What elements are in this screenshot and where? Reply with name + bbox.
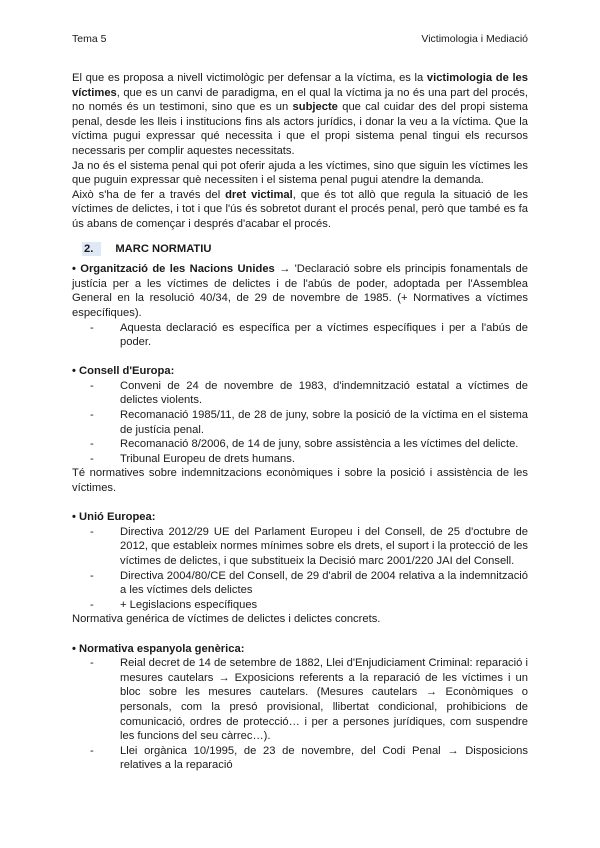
- list-item: - Directiva 2004/80/CE del Consell, de 29 d'abril de 2004 relativa a la indemnització a les víctimes dels delictes: [90, 569, 528, 598]
- onu-list: [72, 321, 528, 350]
- consell-after: Té normatives sobre indemnitzacions econòmiques i sobre la posició i assistència de les víctimes.: [72, 467, 528, 495]
- list-item: - Reial decret de 14 de setembre de 1882, Llei d'Enjudiciament Criminal: reparació i mesures cautelars → Exposicions referents a la reparació de les víctimes i un bloc sobre les mesures cautelars. (Mesures cautelars → Econòmiques o personals, com la presó provisional, llibertat condicional, prohibicions de comunicació, ordres de protecció… i per a persones jurídiques, com suspendre les funcions del seu càrrec…).: [90, 656, 528, 744]
- header-right: Victimologia i Mediació: [421, 33, 528, 45]
- espanyola-list: [72, 656, 528, 773]
- header-left: Tema 5: [72, 33, 107, 45]
- list-item: - + Legislacions específiques: [90, 598, 528, 613]
- list-item: - Directiva 2012/29 UE del Parlament Europeu i del Consell, de 25 d'octubre de 2012, que estableix normes mínimes sobre els drets, el suport i la protecció de les víctimes de delictes, i que substitueix la Decisió marc 2001/220 JAI del Consell.: [90, 525, 528, 569]
- ue-after: Normativa genérica de víctimes de delictes i delictes concrets.: [72, 613, 381, 626]
- document-body: [72, 71, 528, 773]
- section-title: MARC NORMATIU: [115, 242, 212, 255]
- espanyola-title: • Normativa espanyola genèrica:: [72, 642, 245, 655]
- list-item: - Recomanació 8/2006, de 14 de juny, sobre assistència a les víctimes del delicte.: [90, 437, 528, 452]
- consell-title: • Consell d'Europa:: [72, 365, 175, 378]
- ue-title: • Unió Europea:: [72, 511, 156, 524]
- intro-paragraph-1: El que es proposa a nivell victimològic per defensar a la víctima, es la victimologia de les víctimes, que es un canvi de paradigma, en el qual la víctima ja no és una part del procés, no només és un testimoni, sino que es un subjecte que cal cuidar des del propi sistema penal, desde les lleis i institucions fins als actors jurídics, i donar la veu a la víctima. Que la víctima pugui expressar qué necessita i que el propi sistema penal tingui els recursos necessaris per complir aquestes necessitats.: [72, 72, 528, 157]
- list-item: - Aquesta declaració es específica per a víctimes específiques i per a l'abús de poder.: [90, 321, 528, 350]
- list-item: - Llei orgànica 10/1995, de 23 de novembre, del Codi Penal → Disposicions relatives a la reparació: [90, 744, 528, 773]
- list-item: - Conveni de 24 de novembre de 1983, d'indemnització estatal a víctimes de delictes violents.: [90, 379, 528, 408]
- intro-paragraph-2: Ja no és el sistema penal qui pot oferir ajuda a les víctimes, sino que siguin les víctimes les que puguin expressar què necessiten i el sistema penal pugui atendre la demanda.: [72, 159, 528, 187]
- consell-list: [72, 379, 528, 467]
- onu-paragraph: • Organització de les Nacions Unides → 'Declaració sobre els principis fonamentals de justícia per a les víctimes de delictes i de l'abús de poder, adoptada per l'Assemblea General en la resolució 40/34, de 29 de novembre de 1985. (+ Normatives a víctimes específiques).: [72, 263, 528, 319]
- intro-paragraph-3: Això s'ha de fer a través del dret victimal, que és tot allò que regula la situació de les víctimes de delictes, i tot i que l'ús és sobretot durant el procés penal, però que també es fa ús abans de començar i després d'acabar el procés.: [72, 188, 528, 230]
- ue-list: [72, 525, 528, 613]
- section-heading: [82, 242, 528, 257]
- list-item: - Tribunal Europeu de drets humans.: [90, 452, 528, 467]
- section-number: 2.: [82, 242, 101, 257]
- list-item: - Recomanació 1985/11, de 28 de juny, sobre la posició de la víctima en el sistema de justícia penal.: [90, 408, 528, 437]
